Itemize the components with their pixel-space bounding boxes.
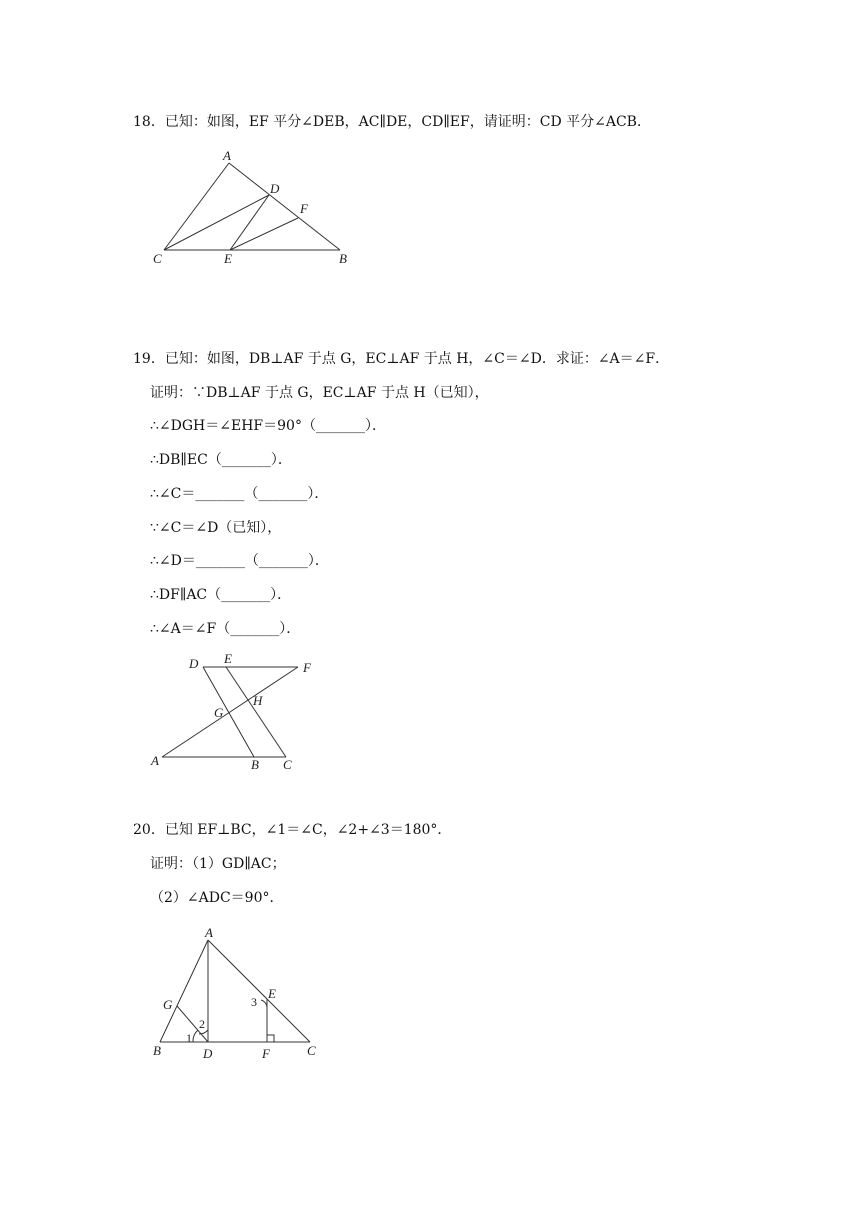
q19-proof-line-2: ∴∠DGH＝∠EHF＝90°（_______）． [150, 418, 386, 434]
q19-proof-line-6: ∴∠D＝_______（_______）． [150, 553, 329, 569]
label-h: H [253, 693, 263, 708]
segment-ab [229, 163, 340, 250]
label-f: F [303, 660, 311, 675]
q19-proof-line-8: ∴∠A＝∠F（_______）． [150, 621, 301, 637]
q19-statement: 19．已知：如图，DB⊥AF 于点 G，EC⊥AF 于点 H，∠C＝∠D．求证：∠A＝∠F． [133, 351, 670, 367]
right-angle-mark [267, 1035, 274, 1042]
label-d: D [203, 1046, 213, 1061]
label-c: C [153, 251, 162, 266]
q19-proof-line-3: ∴DB∥EC（_______）． [150, 452, 292, 468]
label-b: B [339, 251, 347, 266]
angle-label-1: 1 [186, 1031, 192, 1045]
segment-cd [164, 195, 269, 250]
label-b: B [251, 757, 259, 772]
segment-de [230, 195, 269, 250]
label-d: D [189, 656, 199, 671]
angle-label-2: 2 [199, 1017, 205, 1031]
q20-figure [148, 922, 328, 1062]
segment-ac [208, 940, 310, 1042]
label-c: C [307, 1043, 316, 1058]
angle-label-3: 3 [251, 995, 257, 1009]
q18-figure [148, 145, 358, 270]
label-c: C [283, 757, 292, 772]
label-b: B [153, 1043, 161, 1058]
label-e: E [268, 986, 276, 1001]
q19-proof-line-1: 证明：∵DB⊥AF 于点 G，EC⊥AF 于点 H（已知）， [150, 385, 489, 401]
q20-part-2: （2）∠ADC＝90°． [150, 890, 284, 906]
q19-figure [145, 650, 320, 775]
segment-ac [164, 163, 229, 250]
label-g: G [163, 997, 173, 1012]
angle-3-arc [261, 1000, 267, 1007]
label-e: E [224, 251, 232, 266]
segment-db [203, 667, 254, 757]
q19-proof-line-7: ∴DF∥AC（_______）． [150, 587, 292, 603]
angle-1-arc [193, 1030, 198, 1042]
q19-proof-line-5: ∵∠C＝∠D（已知）， [150, 520, 282, 536]
label-f: F [262, 1046, 270, 1061]
q19-proof-line-4: ∴∠C＝_______（_______）． [150, 486, 329, 502]
label-a: A [223, 148, 231, 163]
q18-statement: 18．已知：如图，EF 平分∠DEB，AC∥DE，CD∥EF，请证明：CD 平分∠ACB． [133, 114, 651, 130]
segment-ef [230, 218, 298, 250]
label-a: A [205, 925, 213, 940]
label-f: F [300, 201, 308, 216]
q20-part-1: 证明：（1）GD∥AC； [150, 856, 286, 872]
label-a: A [151, 753, 159, 768]
label-d: D [270, 181, 280, 196]
q20-statement: 20．已知 EF⊥BC，∠1＝∠C，∠2+∠3＝180°． [133, 822, 452, 838]
label-g: G [214, 705, 224, 720]
label-e: E [224, 651, 232, 666]
